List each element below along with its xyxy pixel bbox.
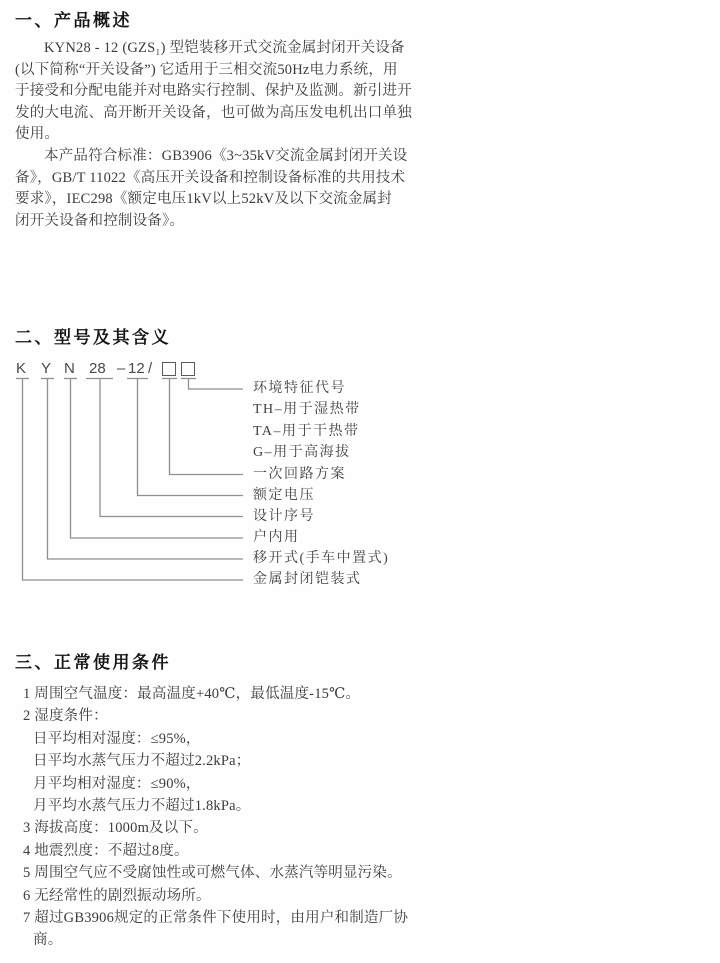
overview-paragraph-block (15, 38, 415, 232)
usage-item: 4 地震烈度：不超过8度。 (23, 842, 189, 859)
section-model-heading: 二、型号及其含义 (15, 328, 171, 347)
usage-subitem: 日平均相对湿度：≤95%， (33, 730, 201, 747)
overview-line: 于接受和分配电能并对电路实行控制、保护及监测。新引进开 (15, 83, 412, 100)
diagram-label-primary-circuit: 一次回路方案 (253, 466, 346, 482)
usage-subitem: 日平均水蒸气压力不超过2.2kPa； (33, 753, 251, 770)
usage-item: 3 海拔高度：1000m及以下。 (23, 820, 208, 837)
overview-line: 备》，GB/T 11022《高压开关设备和控制设备标准的共用技术 (15, 169, 406, 186)
model-code-slash: / (148, 360, 153, 377)
overview-line: 闭开关设备和控制设备》。 (15, 212, 185, 229)
model-code-dash: – (117, 360, 126, 377)
usage-item-wrap: 商。 (33, 932, 63, 949)
overview-line: (以下简称“开关设备”) 它适用于三相交流50Hz电力系统，用 (15, 61, 398, 78)
model-code-placeholder-box-2 (181, 362, 195, 376)
model-code-voltage: 12 (128, 360, 145, 377)
diagram-label-th: TH–用于湿热带 (253, 402, 361, 417)
diagram-label-ta: TA–用于干热带 (253, 423, 360, 439)
usage-item: 2 湿度条件： (23, 708, 108, 725)
model-designation-diagram (0, 358, 440, 598)
diagram-label-indoor-use: 户内用 (253, 530, 300, 545)
diagram-label-metal-clad: 金属封闭铠装式 (253, 572, 362, 587)
model-code-letter-y: Y (41, 360, 52, 377)
usage-item: 1 周围空气温度：最高温度+40℃，最低温度-15℃。 (23, 686, 361, 702)
model-code-letter-k: K (16, 360, 27, 377)
model-code-letter-n: N (64, 360, 75, 377)
section-overview-heading: 一、产品概述 (15, 11, 132, 30)
usage-item: 5 周围空气应不受腐蚀性或可燃气体、水蒸汽等明显污染。 (23, 865, 402, 882)
section-usage-heading: 三、正常使用条件 (15, 653, 171, 672)
overview-line: 本产品符合标准：GB3906《3~35kV交流金属封闭开关设 (44, 147, 408, 164)
diagram-label-design-serial: 设计序号 (253, 508, 315, 524)
overview-line: 发的大电流、高开断开关设备，也可做为高压发电机出口单独 (15, 104, 412, 121)
diagram-label-environment-code: 环境特征代号 (253, 381, 346, 396)
model-code-placeholder-box-1 (162, 362, 176, 376)
overview-line: 使用。 (15, 126, 60, 143)
diagram-label-g: G–用于高海拔 (253, 445, 351, 460)
usage-conditions-list (23, 683, 443, 952)
model-code-design-number: 28 (89, 360, 106, 377)
overview-line: 要求》，IEC298《额定电压1kV以上52kV及以下交流金属封 (15, 191, 392, 208)
usage-subitem: 月平均相对湿度：≤90%， (33, 775, 201, 792)
overview-line: KYN28 - 12 (GZS₁) 型铠装移开式交流金属封闭开关设备 (44, 40, 405, 56)
usage-subitem: 月平均水蒸气压力不超过1.8kPa。 (33, 798, 251, 815)
usage-item: 7 超过GB3906规定的正常条件下使用时，由用户和制造厂协 (23, 910, 409, 927)
usage-item: 6 无经常性的剧烈振动场所。 (23, 887, 211, 904)
diagram-label-rated-voltage: 额定电压 (253, 487, 315, 503)
diagram-label-withdrawable: 移开式(手车中置式) (253, 551, 390, 566)
